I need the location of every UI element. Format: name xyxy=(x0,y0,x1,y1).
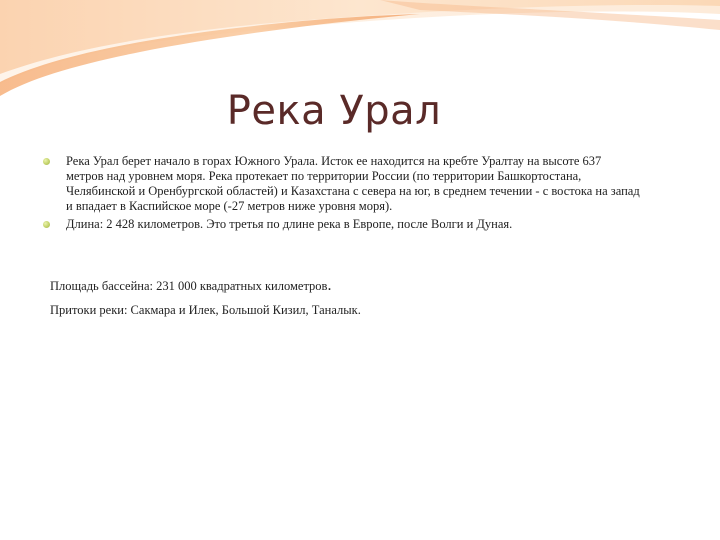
list-item xyxy=(40,154,640,214)
list-item xyxy=(40,217,640,232)
bullet-list xyxy=(40,154,640,235)
basin-area-period: . xyxy=(327,277,332,294)
bullet-icon xyxy=(43,158,50,165)
bullet-text: Река Урал берет начало в горах Южного Урала. Исток ее находится на кребте Уралтау на высоте 637 метров над уровнем моря. Река протекает по территории России (по территории Башкортостана, Челябинской и Оренбургской областей) и Казахстана с севера на юг, в среднем течении - с востока на запад и впадает в Каспийское море (-27 метров ниже уровня моря). xyxy=(66,154,640,213)
slide-title xyxy=(0,88,720,134)
basin-area-text: Площадь бассейна: 231 000 квадратных километров xyxy=(50,279,328,293)
tributaries-text: Притоки реки: Сакмара и Илек, Большой Кизил, Таналык. xyxy=(50,303,361,317)
bullet-text: Длина: 2 428 километров. Это третья по длине река в Европе, после Волги и Дуная. xyxy=(66,217,513,231)
slide-title-text: Река Урал xyxy=(226,88,442,134)
tributaries-paragraph xyxy=(50,302,361,318)
basin-area-paragraph xyxy=(50,278,331,294)
bullet-icon xyxy=(43,221,50,228)
